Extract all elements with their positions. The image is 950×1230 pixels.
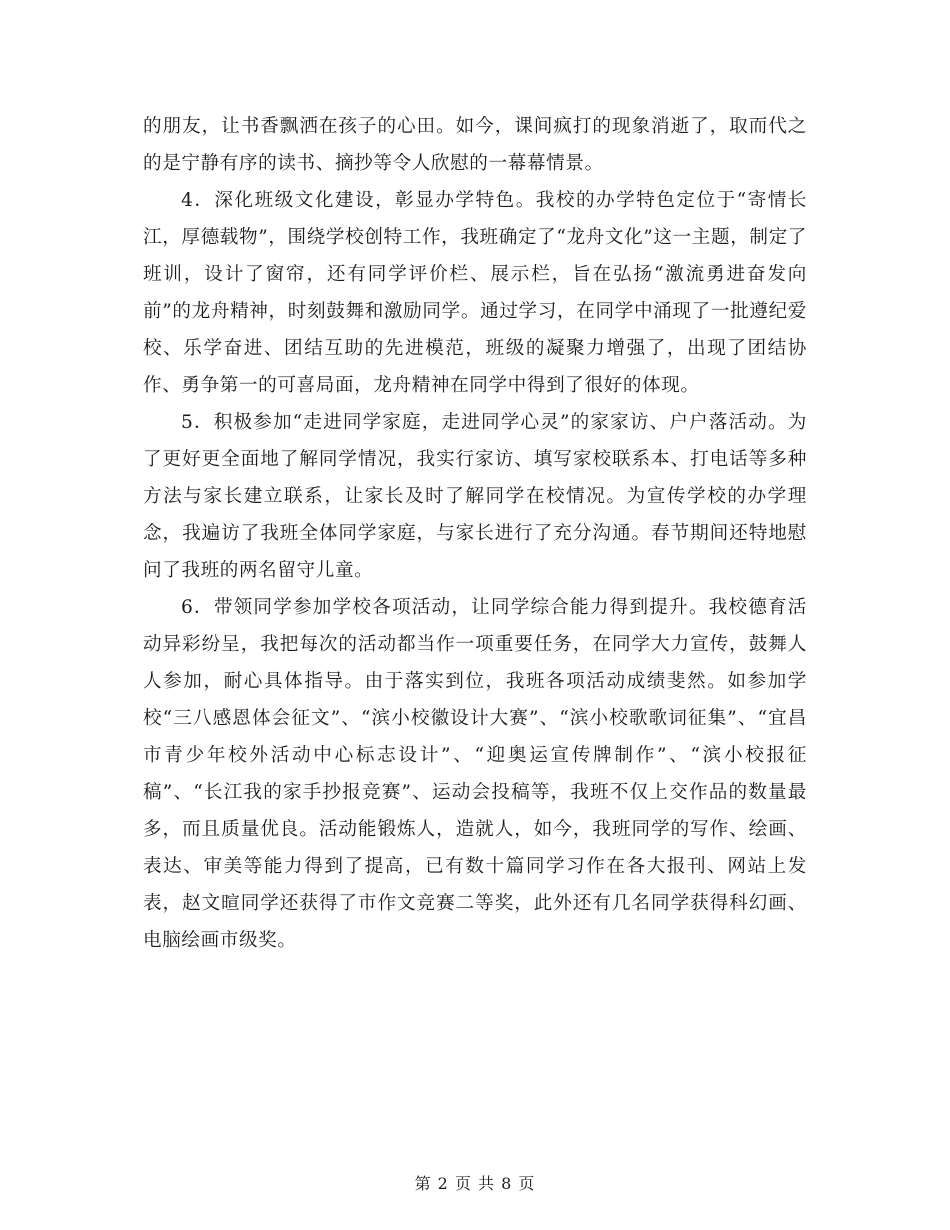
- document-body: [143, 108, 807, 959]
- page-number-footer: 第 2 页 共 8 页: [414, 1174, 536, 1193]
- paragraph-continuation: 的朋友，让书香飘洒在孩子的心田。如今，课间疯打的现象消逝了，取而代之的是宁静有序的读书、摘抄等令人欣慰的一幕幕情景。: [143, 116, 807, 174]
- paragraph-item-6: 6．带领同学参加学校各项活动，让同学综合能力得到提升。我校德育活动异彩纷呈，我把每次的活动都当作一项重要任务，在同学大力宣传，鼓舞人人参加，耐心具体指导。由于落实到位，我班各项活动成绩斐然。如参加学校“三八感恩体会征文”、“滨小校徽设计大赛”、“滨小校歌歌词征集”、“宜昌市青少年校外活动中心标志设计”、“迎奥运宣传牌制作”、“滨小校报征稿”、“长江我的家手抄报竞赛”、运动会投稿等，我班不仅上交作品的数量最多，而且质量优良。活动能锻炼人，造就人，如今，我班同学的写作、绘画、表达、审美等能力得到了提高，已有数十篇同学习作在各大报刊、网站上发表，赵文暄同学还获得了市作文竞赛二等奖，此外还有几名同学获得科幻画、电脑绘画市级奖。: [143, 597, 807, 951]
- paragraph-item-4: 4．深化班级文化建设，彰显办学特色。我校的办学特色定位于“寄情长江，厚德载物”，围绕学校创特工作，我班确定了“龙舟文化”这一主题，制定了班训，设计了窗帘，还有同学评价栏、展示栏，旨在弘扬“激流勇进奋发向前”的龙舟精神，时刻鼓舞和激励同学。通过学习，在同学中涌现了一批遵纪爱校、乐学奋进、团结互助的先进模范，班级的凝聚力增强了，出现了团结协作、勇争第一的可喜局面，龙舟精神在同学中得到了很好的体现。: [143, 190, 807, 396]
- paragraph-item-5: 5．积极参加“走进同学家庭，走进同学心灵”的家家访、户户落活动。为了更好更全面地了解同学情况，我实行家访、填写家校联系本、打电话等多种方法与家长建立联系，让家长及时了解同学在校情况。为宣传学校的办学理念，我遍访了我班全体同学家庭，与家长进行了充分沟通。春节期间还特地慰问了我班的两名留守儿童。: [143, 412, 807, 581]
